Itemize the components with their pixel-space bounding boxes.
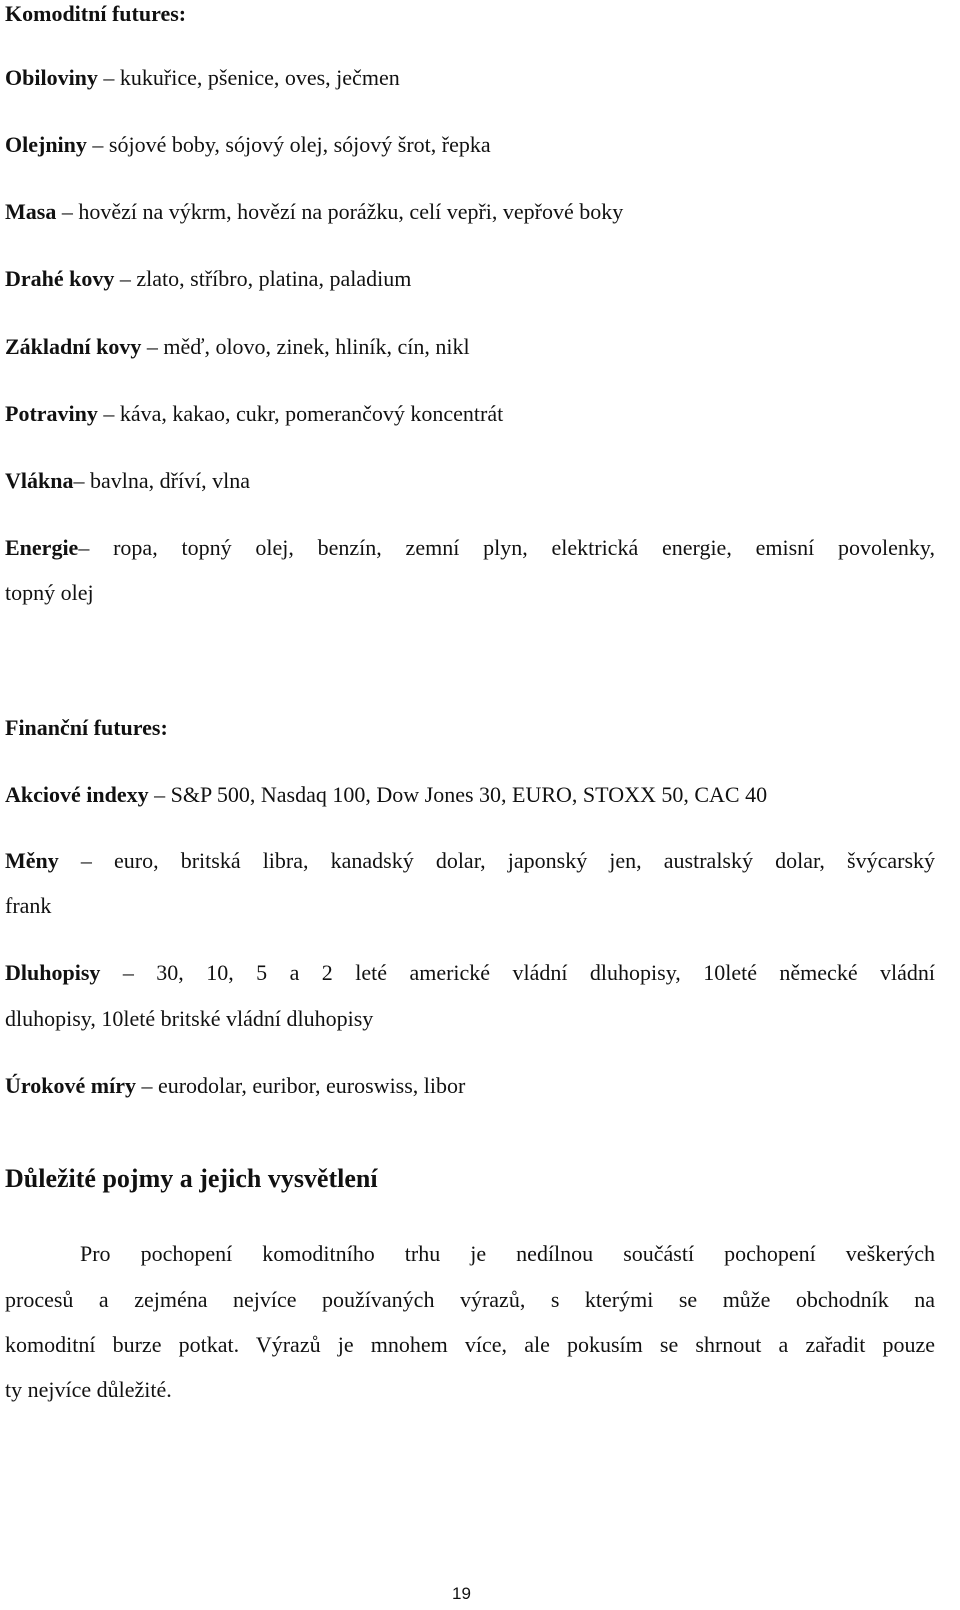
description: S&P 500, Nasdaq 100, Dow Jones 30, EURO, STOXX 50, CAC 40	[170, 782, 768, 807]
description: sójové boby, sójový olej, sójový šrot, řepka	[108, 132, 491, 157]
term: Masa	[5, 199, 57, 224]
list-item-energie	[5, 534, 935, 562]
list-item-olejniny	[5, 131, 491, 159]
list-item-energie-continuation: topný olej	[5, 580, 94, 605]
description: 30, 10, 5 a 2 leté americké vládní dluhopisy, 10leté německé vládní	[156, 960, 936, 985]
term: Energie	[5, 535, 79, 560]
list-item-zakladni-kovy	[5, 333, 470, 361]
term: Drahé kovy	[5, 266, 115, 291]
separator: –	[78, 535, 114, 560]
term: Základní kovy	[5, 334, 142, 359]
separator: –	[135, 1073, 158, 1098]
paragraph-line: procesů a zejména nejvíce používaných výrazů, s kterými se může obchodník na	[5, 1287, 935, 1312]
paragraph-line: Pro pochopení komoditního trhu je nedílnou součástí pochopení veškerých	[80, 1241, 935, 1266]
list-item-potraviny	[5, 400, 503, 428]
list-item-dluhopisy	[5, 959, 935, 987]
separator: –	[100, 960, 157, 985]
financial-heading: Finanční futures:	[5, 715, 168, 740]
description: měď, olovo, zinek, hliník, cín, nikl	[163, 334, 470, 359]
term: Akciové indexy	[5, 782, 149, 807]
term: Dluhopisy	[5, 960, 101, 985]
term: Obiloviny	[5, 65, 98, 90]
commodity-heading: Komoditní futures:	[5, 1, 187, 26]
separator: –	[58, 848, 114, 873]
list-item-meny	[5, 847, 935, 875]
list-item-masa	[5, 198, 623, 226]
description: hovězí na výkrm, hovězí na porážku, celí vepři, vepřové boky	[78, 199, 624, 224]
list-item-akciove-indexy	[5, 781, 767, 809]
description: euro, britská libra, kanadský dolar, japonský jen, australský dolar, švýcarský	[114, 848, 936, 873]
term: Potraviny	[5, 401, 98, 426]
separator: –	[141, 334, 164, 359]
separator: –	[97, 65, 120, 90]
separator: –	[148, 782, 171, 807]
description: káva, kakao, cukr, pomerančový koncentrát	[119, 401, 504, 426]
description: bavlna, dříví, vlna	[89, 468, 251, 493]
term: Vlákna	[5, 468, 74, 493]
description: ropa, topný olej, benzín, zemní plyn, elektrická energie, emisní povolenky,	[113, 535, 935, 560]
list-item-obiloviny	[5, 64, 400, 92]
page-number: 19	[452, 1584, 471, 1603]
list-item-vlakna	[5, 467, 250, 495]
term: Olejniny	[5, 132, 87, 157]
term: Úrokové míry	[5, 1073, 136, 1098]
list-item-meny-continuation: frank	[5, 893, 52, 918]
separator: –	[114, 266, 137, 291]
list-item-urokove-miry	[5, 1072, 465, 1100]
description: zlato, stříbro, platina, paladium	[136, 266, 412, 291]
description: eurodolar, euribor, euroswiss, libor	[157, 1073, 466, 1098]
section-title: Důležité pojmy a jejich vysvětlení	[5, 1164, 378, 1193]
separator: –	[56, 199, 79, 224]
list-item-dluhopisy-continuation: dluhopisy, 10leté britské vládní dluhopisy	[5, 1006, 374, 1031]
term: Měny	[5, 848, 59, 873]
separator: –	[97, 401, 120, 426]
separator: –	[73, 468, 90, 493]
separator: –	[86, 132, 109, 157]
list-item-drahe-kovy	[5, 265, 411, 293]
paragraph-line: komoditní burze potkat. Výrazů je mnohem více, ale pokusím se shrnout a zařadit pouze	[5, 1332, 935, 1357]
description: kukuřice, pšenice, oves, ječmen	[119, 65, 400, 90]
paragraph-line: ty nejvíce důležité.	[5, 1377, 172, 1402]
